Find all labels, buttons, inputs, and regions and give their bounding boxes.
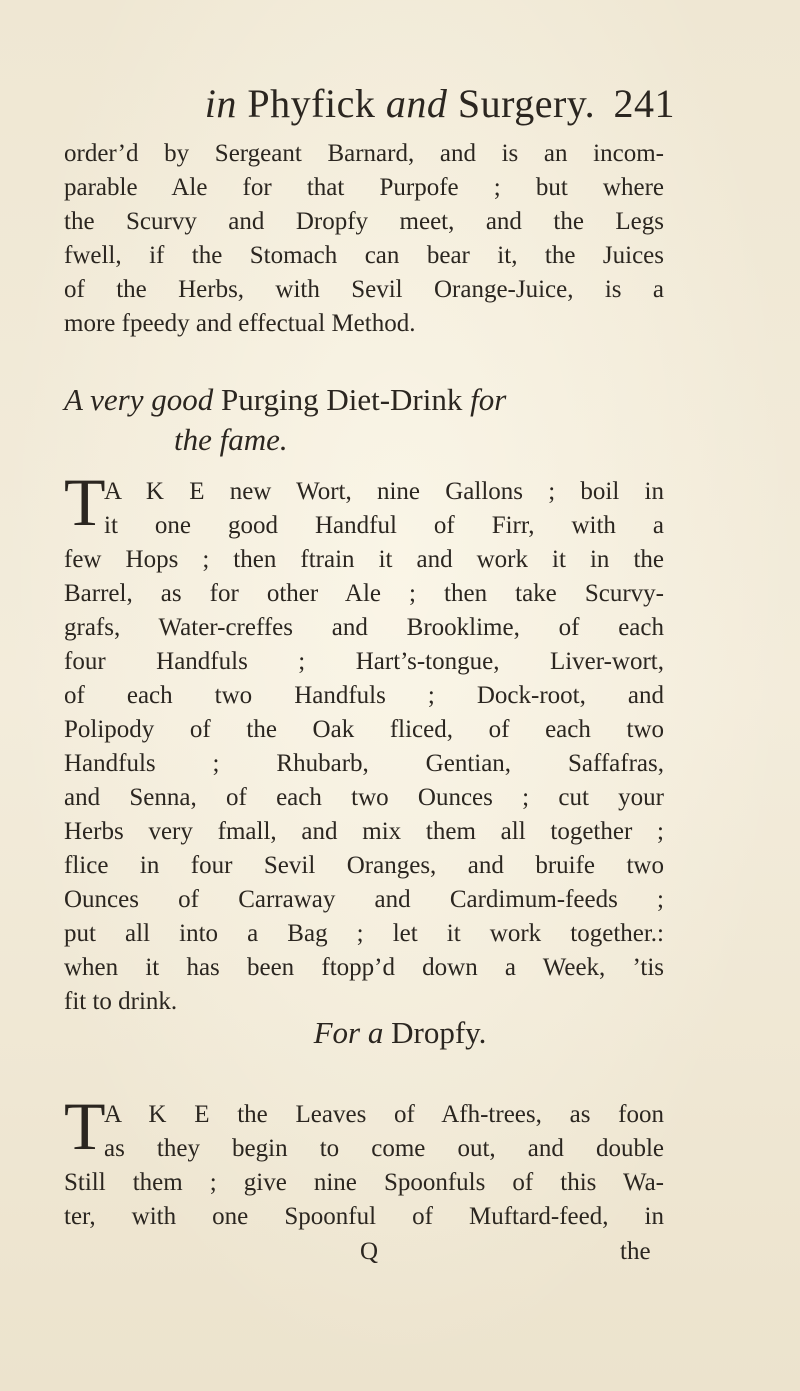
text-line: Ounces of Carraway and Cardimum-feeds ; xyxy=(64,886,664,913)
text-line: parable Ale for that Purpofe ; but where xyxy=(64,174,664,201)
text-line: flice in four Sevil Oranges, and bruife two xyxy=(64,852,664,879)
text-line: Still them ; give nine Spoonfuls of this Wa- xyxy=(64,1169,664,1196)
text-line: ter, with one Spoonful of Muftard-feed, in xyxy=(64,1203,664,1230)
drop-cap: T xyxy=(64,464,106,540)
text-line: four Handfuls ; Hart’s-tongue, Liver-wort, xyxy=(64,648,664,675)
text-line: put all into a Bag ; let it work together.: xyxy=(64,920,664,947)
drop-cap: T xyxy=(64,1088,106,1164)
heading-italic: A very good xyxy=(64,382,214,417)
text-line: Polipody of the Oak fliced, of each two xyxy=(64,716,664,743)
text-line: Handfuls ; Rhubarb, Gentian, Saffafras, xyxy=(64,750,664,777)
text-line: of the Herbs, with Sevil Orange-Juice, is a xyxy=(64,276,664,303)
text-line: fit to drink. xyxy=(64,988,178,1015)
running-head xyxy=(0,80,800,127)
heading-roman: Dropfy. xyxy=(391,1015,487,1050)
text-line: A K E new Wort, nine Gallons ; boil in xyxy=(104,478,664,505)
text-line: the Scurvy and Dropfy meet, and the Legs xyxy=(64,208,664,235)
recipe-diet-drink xyxy=(64,475,664,1019)
text-line: A K E the Leaves of Afh-trees, as foon xyxy=(104,1101,664,1128)
page-number: 241 xyxy=(613,81,675,126)
running-head-word1: Phyfick xyxy=(247,81,376,126)
recipe-heading-dropsy xyxy=(0,1015,800,1051)
text-line: few Hops ; then ftrain it and work it in the xyxy=(64,546,664,573)
text-line: more fpeedy and effectual Method. xyxy=(64,310,416,337)
text-line: fwell, if the Stomach can bear it, the Juices xyxy=(64,242,664,269)
text-line: of each two Handfuls ; Dock-root, and xyxy=(64,682,664,709)
running-head-conj: and xyxy=(385,81,448,126)
text-line: it one good Handful of Firr, with a xyxy=(104,512,664,539)
catchword: the xyxy=(620,1238,651,1265)
heading-italic: For a xyxy=(313,1015,384,1050)
text-line: as they begin to come out, and double xyxy=(104,1135,664,1162)
text-line: order’d by Sergeant Barnard, and is an incom- xyxy=(64,140,664,167)
heading-line2: the fame. xyxy=(174,422,288,457)
running-head-prefix: in xyxy=(204,81,237,126)
heading-italic-for: for xyxy=(470,382,507,417)
recipe-dropsy xyxy=(64,1098,664,1234)
text-line: grafs, Water-creffes and Brooklime, of each xyxy=(64,614,664,641)
text-line: and Senna, of each two Ounces ; cut your xyxy=(64,784,664,811)
text-line: when it has been ftopp’d down a Week, ’tis xyxy=(64,954,664,981)
text-line: Barrel, as for other Ale ; then take Scurvy- xyxy=(64,580,664,607)
recipe-heading-diet-drink xyxy=(64,380,664,460)
running-head-word2: Surgery. xyxy=(457,81,596,126)
heading-roman: Purging Diet-Drink xyxy=(220,382,463,417)
text-line: Herbs very fmall, and mix them all together ; xyxy=(64,818,664,845)
paragraph-intro xyxy=(64,137,664,341)
signature-mark: Q xyxy=(360,1238,379,1265)
